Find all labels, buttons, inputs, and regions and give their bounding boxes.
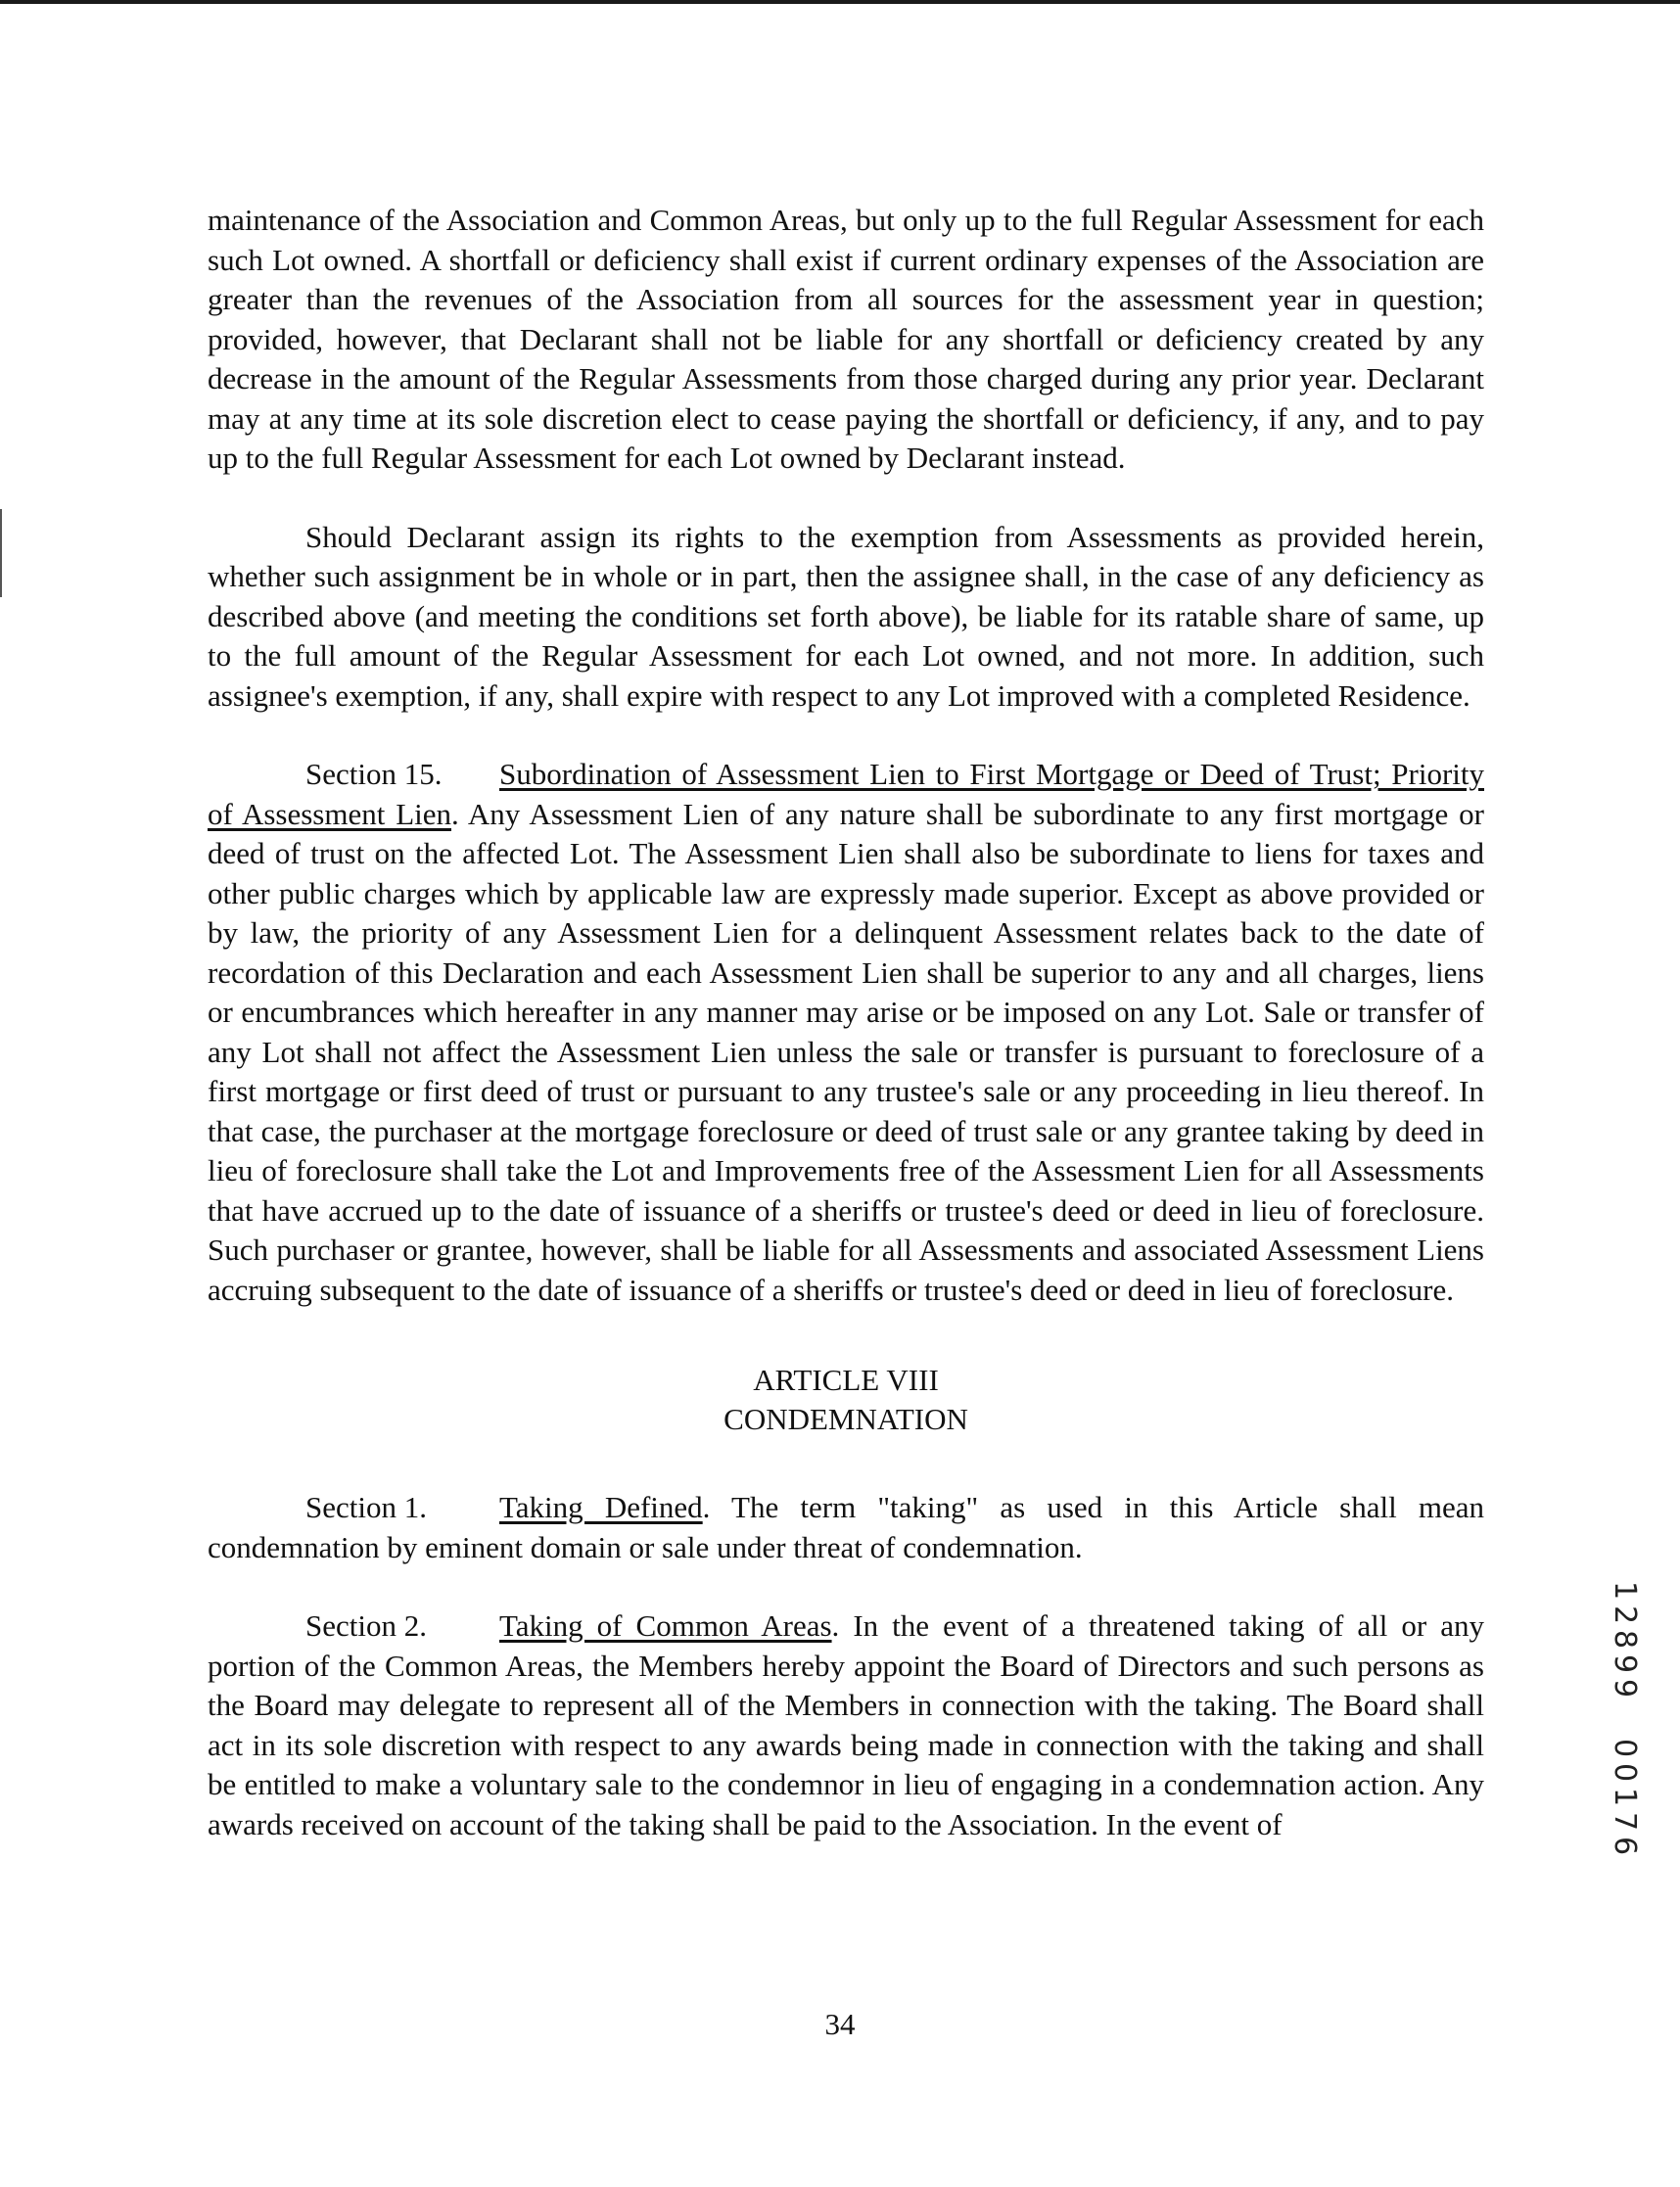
section-1-body: The term "taking" as used in this Article shall mean condemnation by eminent domain or sale under threat of condemnation. [208, 1490, 1484, 1564]
article-number: ARTICLE VIII [753, 1363, 939, 1397]
section-1 [208, 1488, 1484, 1567]
section-1-title-period: . [702, 1490, 711, 1524]
bates-digit: 9 [1608, 1653, 1643, 1674]
bates-digit: 1 [1608, 1580, 1643, 1601]
article-heading [208, 1361, 1484, 1439]
section-15-label: Section 15. [305, 757, 443, 791]
section-2-title: Taking of Common Areas [499, 1608, 832, 1643]
bates-digit: 0 [1608, 1738, 1643, 1758]
bates-digit: 8 [1608, 1629, 1643, 1650]
bates-digit: 9 [1608, 1678, 1643, 1698]
section-2-title-period: . [831, 1608, 840, 1643]
section-15-body: Any Assessment Lien of any nature shall be subordinate to any first mortgage or deed of trust on the affected Lot. The Assessment Lien shall also be subordinate to liens for taxes and other public charges which by applicable law are expressly made superior. Except as above provided or by law, the priority of any Assessment Lien for a delinquent Assessment relates back to the date of recordation of this Declaration and each Assessment Lien shall be superior to any and all charges, liens or encumbrances which hereafter in any manner may arise or be imposed on any Lot. Sale or transfer of any Lot shall not affect the Assessment Lien unless the sale or transfer is pursuant to foreclosure of a first mortgage or first deed of trust or pursuant to any trustee's sale or any proceeding in lieu thereof. In that case, the purchaser at the mortgage foreclosure or deed of trust sale or any grantee taking by deed in lieu of foreclosure shall take the Lot and Improvements free of the Assessment Lien for all Assessments that have accrued up to the date of issuance of a sheriffs or trustee's deed or deed in lieu of foreclosure. Such purchaser or grantee, however, shall be liable for all Assessments and associated Assessment Liens accruing subsequent to the date of issuance of a sheriffs or trustee's deed or deed in lieu of foreclosure. [208, 796, 1484, 1307]
document-body [208, 201, 1484, 1844]
section-15-title-period: . [451, 796, 459, 831]
section-15-title: Subordination of Assessment Lien to First Mortgage or Deed of Trust; Priority of Assessment Lien [208, 757, 1484, 831]
bates-digit: 0 [1608, 1762, 1643, 1783]
paragraph-continuation: maintenance of the Association and Common Areas, but only up to the full Regular Assessment for each such Lot owned. A shortfall or deficiency shall exist if current ordinary expenses of the Association are greater than the revenues of the Association from all sources for the assessment year in question; provided, however, that Declarant shall not be liable for any shortfall or deficiency created by any decrease in the amount of the Regular Assessments from those charged during any prior year. Declarant may at any time at its sole discretion elect to cease paying the shortfall or deficiency, if any, and to pay up to the full Regular Assessment for each Lot owned by Declarant instead. [208, 203, 1484, 475]
page-number: 34 [824, 2007, 856, 2041]
section-2-label: Section 2. [305, 1608, 427, 1643]
bates-group-2 [1608, 1736, 1643, 1858]
article-title: CONDEMNATION [723, 1402, 968, 1436]
scan-top-border [0, 0, 1680, 4]
section-2 [208, 1606, 1484, 1844]
section-1-title: Taking Defined [499, 1490, 703, 1524]
section-1-label: Section 1. [305, 1490, 427, 1524]
paragraph-assignee-exemption: Should Declarant assign its rights to the exemption from Assessments as provided herein, whether such assignment be in whole or in part, then the assignee shall, in the case of any deficiency as described above (and meeting the conditions set forth above), be liable for its ratable share of same, up to the full amount of the Regular Assessment for each Lot owned, and not more. In addition, such assignee's exemption, if any, shall expire with respect to any Lot improved with a completed Residence. [208, 519, 1484, 713]
bates-stamp [1606, 1578, 1645, 1858]
bates-digit: 7 [1608, 1811, 1643, 1832]
bates-group-1 [1608, 1578, 1643, 1700]
bates-digit: 6 [1608, 1836, 1643, 1856]
bates-digit: 2 [1608, 1605, 1643, 1625]
scan-edge-mark [0, 509, 2, 597]
section-2-body: In the event of a threatened taking of all or any portion of the Common Areas, the Members hereby appoint the Board of Directors and such persons as the Board may delegate to represent all of the Members in connection with the taking. The Board shall act in its sole discretion with respect to any awards being made in connection with the taking and shall be entitled to make a voluntary sale to the condemnor in lieu of engaging in a condemnation action. Any awards received on account of the taking shall be paid to the Association. In the event of [208, 1608, 1485, 1841]
bates-digit: 1 [1608, 1787, 1643, 1807]
section-15 [208, 755, 1484, 1310]
